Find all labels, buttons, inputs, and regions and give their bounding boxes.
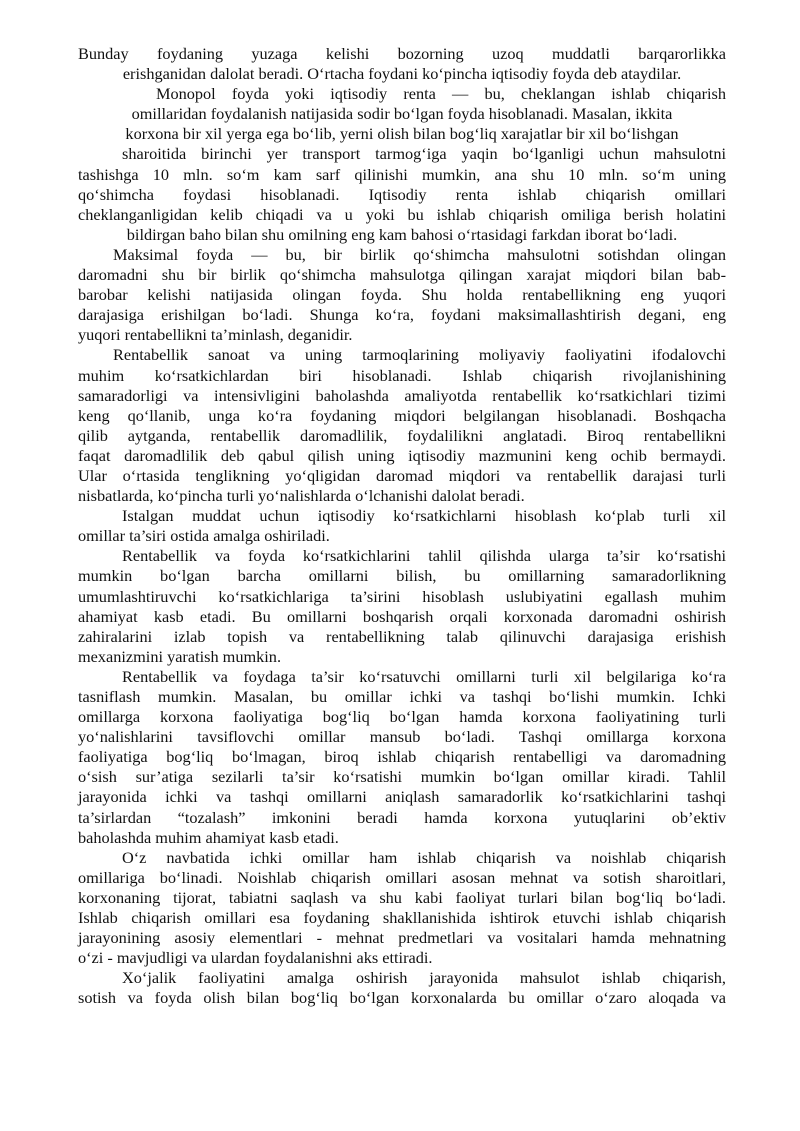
text-line: faqat daromadlilik deb qabul qilish uning iqtisodiy mazmunini keng ochib bermaydi.	[78, 445, 726, 465]
text-line: omillar ta’siri ostida amalga oshiriladi.	[78, 526, 330, 546]
text-line: tasniflash mumkin. Masalan, bu omillar ichki va tashqi bo‘lishi mumkin. Ichki	[78, 687, 726, 706]
text-line: Monopol foyda yoki iqtisodiy renta — bu, cheklangan ishlab chiqarish	[156, 84, 726, 104]
text-line: Rentabellik sanoat va uning tarmoqlarining moliyaviy faoliyatini ifodalovchi	[113, 345, 726, 365]
text-line: mumkin bo‘lgan barcha omillarni bilish, bu omillarning samaradorlikning	[78, 566, 726, 586]
paragraph	[78, 345, 726, 506]
text-line: korxonaning tijorat, tabiatni saqlash va shu kabi faoliyat turlari bilan bog‘liq bo‘ladi.	[78, 887, 726, 907]
text-line: samaradorligi va intensivligini baholashda amaliyotda rentabellik ko‘rsatkichlari tizimi	[78, 385, 726, 405]
text-line: Xo‘jalik faoliyatini amalga oshirish jarayonida mahsulot ishlab chiqarish,	[122, 968, 726, 988]
text-line: O‘z navbatida ichki omillar ham ishlab chiqarish va noishlab chiqarish	[122, 847, 726, 867]
paragraph	[78, 84, 726, 245]
text-line: ta’sirlardan “tozalash” imkonini beradi hamda korxona yutuqlarini ob’ektiv	[78, 807, 726, 827]
text-line: qo‘shimcha foydasi hisoblanadi. Iqtisodiy renta ishlab chiqarish omillari	[78, 184, 726, 204]
text-line: muhim ko‘rsatkichlardan biri hisoblanadi. Ishlab chiqarish rivojlanishining	[78, 365, 726, 385]
text-line: Ishlab chiqarish omillari esa foydaning shakllanishida ishtirok etuvchi ishlab chiqarish	[78, 908, 726, 928]
paragraph	[78, 848, 726, 969]
text-line: qilib aytganda, rentabellik daromadlilik, foydalilikni anglatadi. Biroq rentabellikni	[78, 425, 726, 445]
text-line: Ular o‘rtasida tenglikning yo‘qligidan daromad miqdori va rentabellik darajasi turli	[78, 465, 726, 485]
text-line: baholashda muhim ahamiyat kasb etadi.	[78, 827, 339, 847]
text-line: Rentabellik va foyda ko‘rsatkichlarini tahlil qilishda ularga ta’sir ko‘rsatishi	[122, 546, 726, 566]
text-line: Istalgan muddat uchun iqtisodiy ko‘rsatkichlarni hisoblash ko‘plab turli xil	[122, 506, 726, 526]
text-line: faoliyatiga bog‘liq bo‘lmagan, biroq ishlab chiqarish rentabelligi va daromadning	[78, 747, 726, 767]
text-line: jarayonida ichki va tashqi omillarni aniqlash samaradorlik ko‘rsatkichlarini tashqi	[78, 787, 726, 807]
text-line: omillarga korxona faoliyatiga bog‘liq bo‘lgan hamda korxona faoliyatining turli	[78, 707, 726, 727]
text-line: omillariga bo‘linadi. Noishlab chiqarish omillari asosan mehnat va sotish sharoitlari,	[78, 867, 726, 887]
text-line: Rentabellik va foydaga ta’sir ko‘rsatuvchi omillarni turli xil belgilariga ko‘ra	[122, 666, 726, 686]
text-line: sharoitida birinchi yer transport tarmog‘iga yaqin bo‘lganligi uchun mahsulotni	[122, 144, 726, 164]
text-line: ahamiyat kasb etadi. Bu omillarni boshqarish orqali korxonada daromadni oshirish	[78, 606, 726, 626]
paragraph	[78, 968, 726, 1008]
text-line: zahiralarini izlab topish va rentabellikning talab qilinuvchi darajasiga erishish	[78, 626, 726, 646]
text-line: nisbatlarda, ko‘pincha turli yo‘nalishlarda o‘lchanishi dalolat beradi.	[78, 486, 525, 506]
text-line: o‘sish sur’atiga sezilarli ta’sir ko‘rsatishi mumkin bo‘lgan omillar kiradi. Tahlil	[78, 767, 726, 787]
text-line: omillaridan foydalanish natijasida sodir bo‘lgan foyda hisoblanadi. Masalan, ikkita	[131, 104, 673, 124]
text-line: tashishga 10 mln. so‘m kam sarf qilinishi mumkin, ana shu 10 mln. so‘m uning	[78, 164, 726, 184]
text-line: mexanizmini yaratish mumkin.	[78, 646, 282, 666]
text-line: darajasiga erishilgan bo‘ladi. Shunga ko‘ra, foydani maksimallashtirish degani, eng	[78, 305, 726, 325]
paragraph	[78, 245, 726, 345]
text-line: korxona bir xil yerga ega bo‘lib, yerni olish bilan bog‘liq xarajatlar bir xil bo‘lishgan	[125, 124, 679, 144]
paragraph	[78, 667, 726, 848]
text-line: o‘zi - mavjudligi va ulardan foydalanishni aks ettiradi.	[78, 948, 433, 968]
text-line: keng qo‘llanib, unga ko‘ra foydaning miqdori belgilangan hisoblanadi. Boshqacha	[78, 405, 726, 425]
text-line: jarayonining asosiy elementlari - mehnat predmetlari va vositalari hamda mehnatning	[78, 928, 726, 948]
text-line: sotish va foyda olish bilan bog‘liq bo‘lgan korxonalarda bu omillar o‘zaro aloqada va	[78, 988, 726, 1008]
text-line: Maksimal foyda — bu, bir birlik qo‘shimcha mahsulotni sotishdan olingan	[113, 244, 726, 264]
text-line: yo‘nalishlarini tavsiflovchi omillar mansub bo‘ladi. Tashqi omillarga korxona	[78, 727, 726, 747]
text-line: yuqori rentabellikni ta’minlash, deganidir.	[78, 325, 353, 345]
document-page	[78, 44, 726, 1009]
text-line: daromadni shu bir birlik qo‘shimcha mahsulotga qilingan xarajat miqdori bilan bab-	[78, 265, 726, 285]
paragraph	[78, 44, 726, 84]
paragraph	[78, 506, 726, 546]
paragraph	[78, 546, 726, 667]
text-line: barobar kelishi natijasida olingan foyda. Shu holda rentabellikning eng yuqori	[78, 285, 726, 305]
text-line: Bunday foydaning yuzaga kelishi bozorning uzoq muddatli barqarorlikka	[78, 44, 726, 63]
text-line: cheklanganligidan kelib chiqadi va u yoki bu ishlab chiqarish omiliga berish holatini	[78, 204, 726, 224]
text-line: umumlashtiruvchi ko‘rsatkichlariga ta’sirini hisoblash uslubiyatini egallash muhim	[78, 586, 726, 606]
text-line: erishganidan dalolat beradi. O‘rtacha foydani ko‘pincha iqtisodiy foyda deb ataydilar.	[122, 64, 682, 84]
text-line: bildirgan baho bilan shu omilning eng kam bahosi o‘rtasidagi farkdan iborat bo‘ladi.	[126, 224, 678, 244]
